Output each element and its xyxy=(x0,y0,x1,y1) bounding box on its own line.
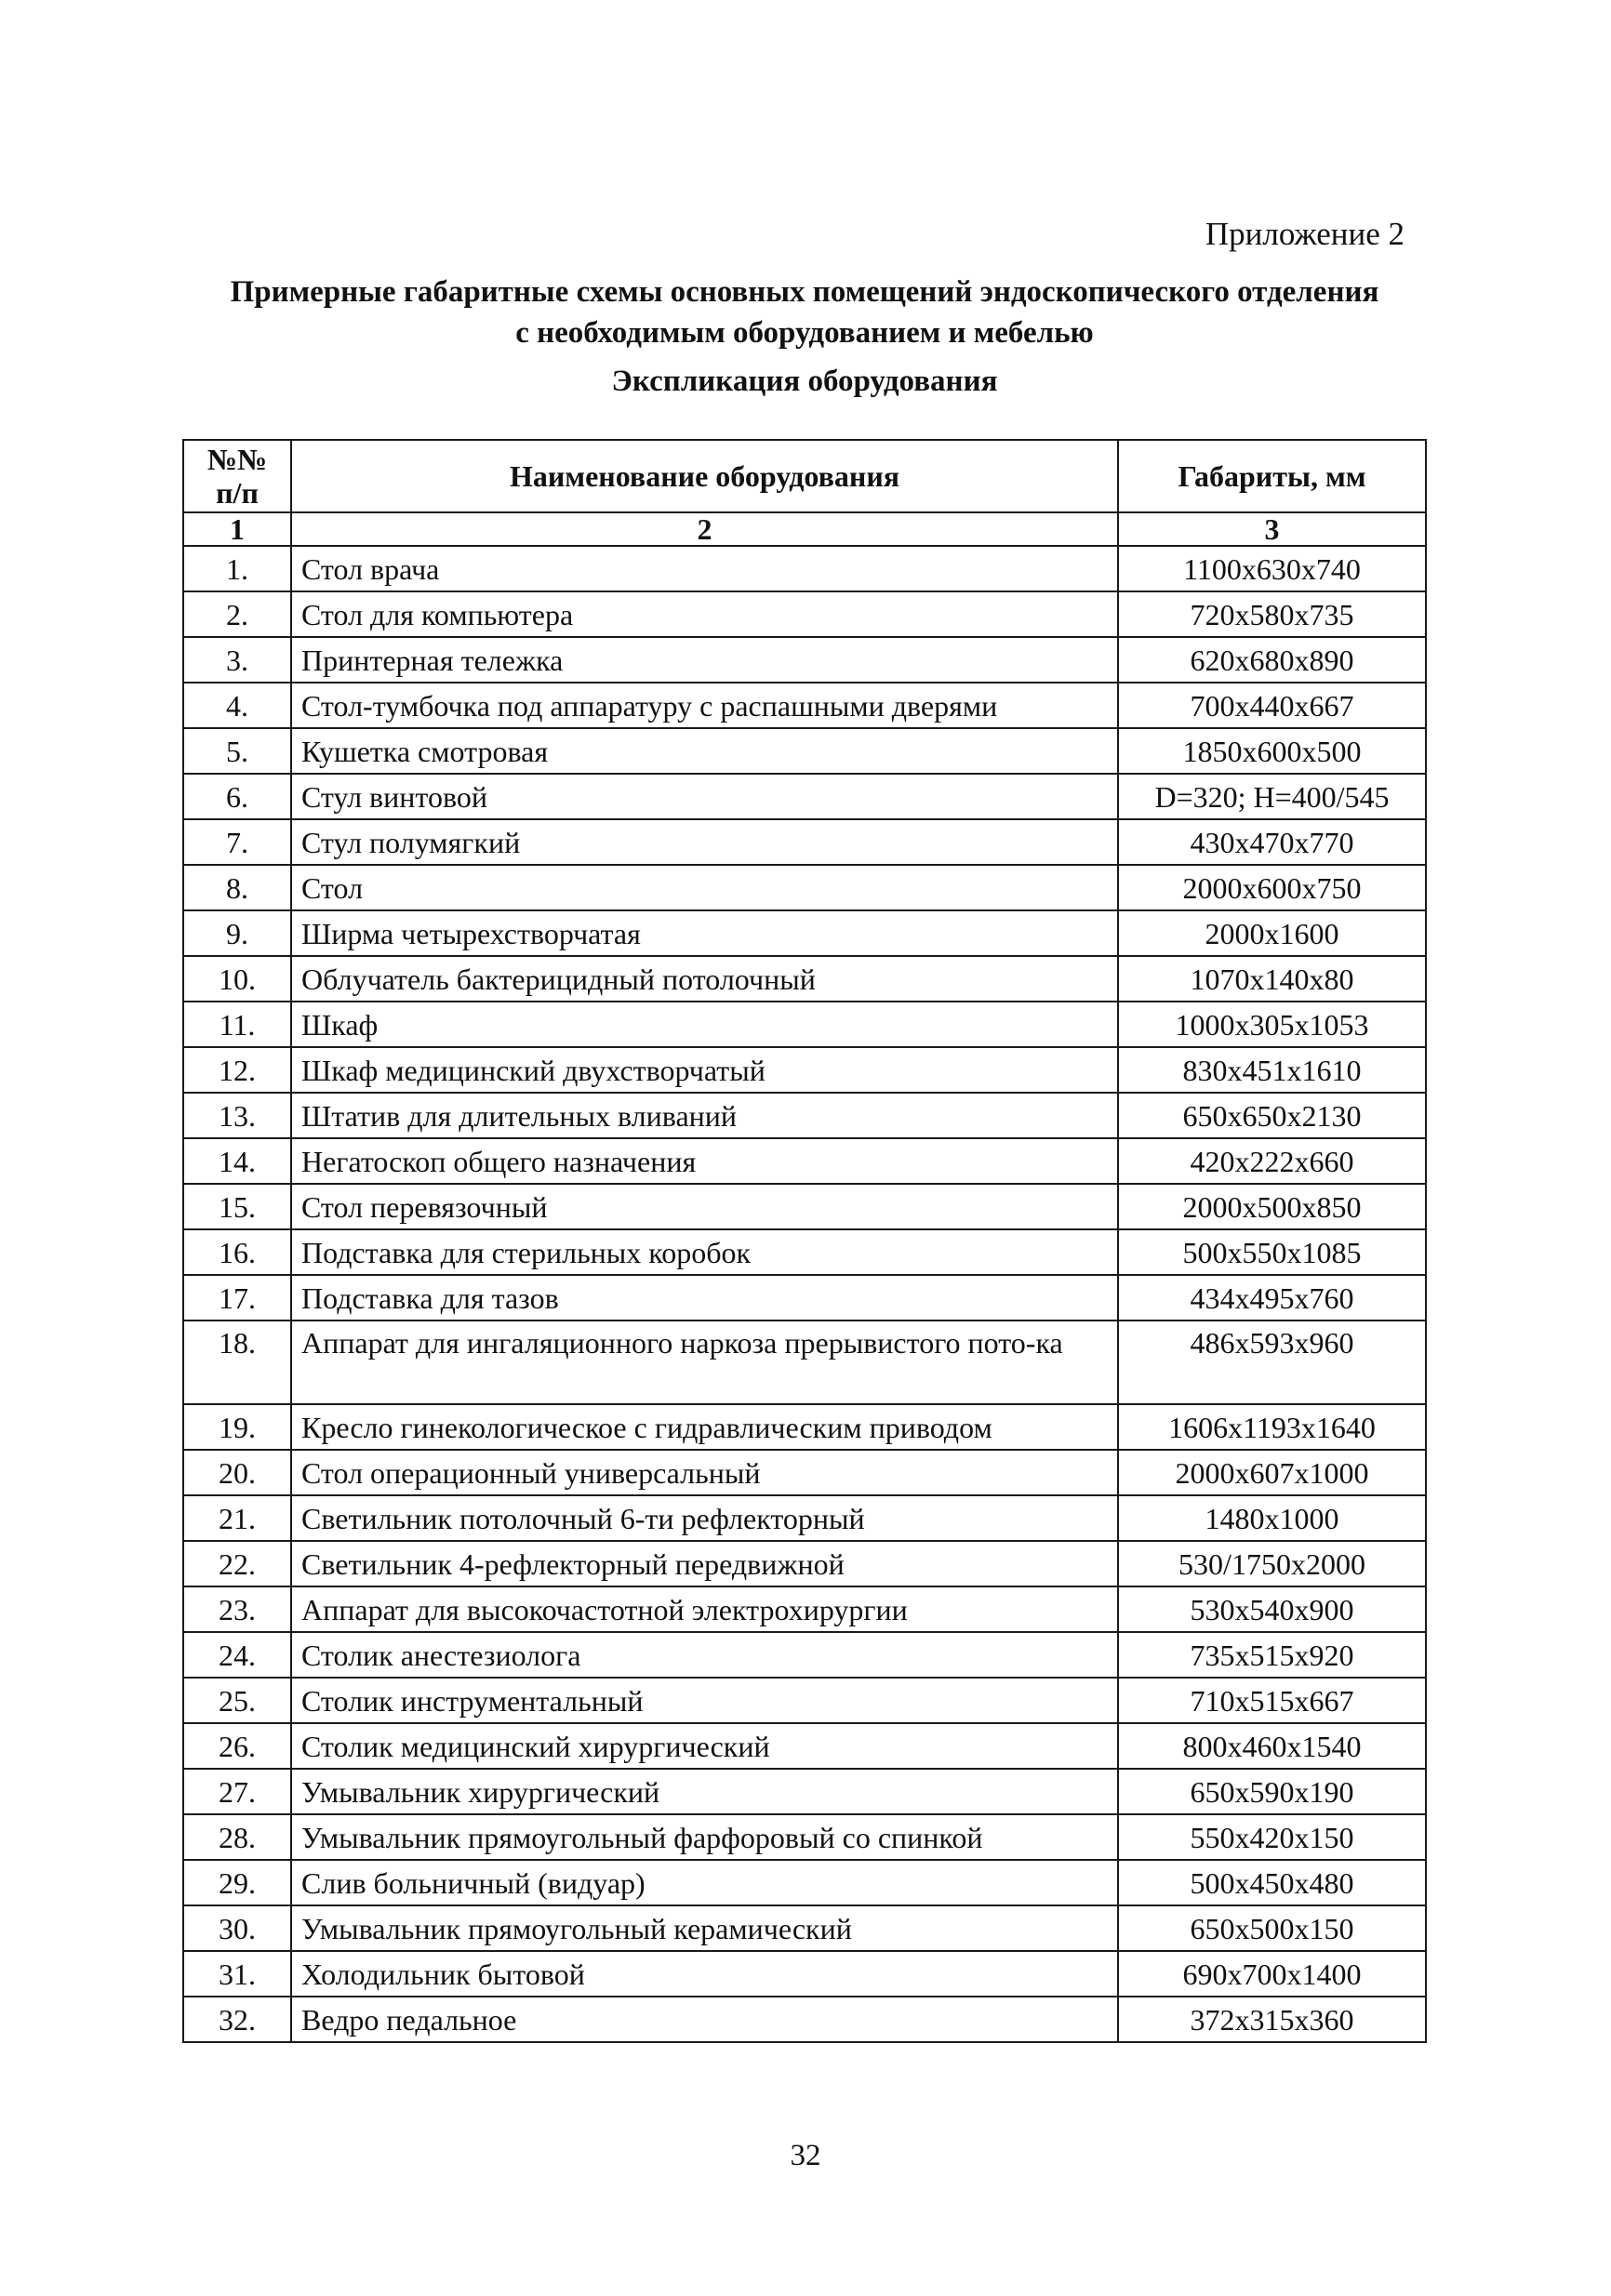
equipment-name: Облучатель бактерицидный потолочный xyxy=(291,956,1118,1002)
equipment-dimensions: 434x495x760 xyxy=(1118,1275,1426,1321)
row-number: 31. xyxy=(183,1951,291,1997)
title-line-2: с необходимым оборудованием и мебелью xyxy=(515,316,1094,350)
header-name: Наименование оборудования xyxy=(291,440,1118,512)
equipment-name: Слив больничный (видуар) xyxy=(291,1860,1118,1905)
row-number: 26. xyxy=(183,1723,291,1769)
equipment-dimensions: 800x460x1540 xyxy=(1118,1723,1426,1769)
equipment-dimensions: 530x540x900 xyxy=(1118,1586,1426,1632)
row-number: 21. xyxy=(183,1495,291,1541)
equipment-dimensions: 530/1750x2000 xyxy=(1118,1541,1426,1586)
table-row xyxy=(183,956,1426,1002)
row-number: 18. xyxy=(183,1321,291,1404)
row-number: 28. xyxy=(183,1814,291,1860)
equipment-dimensions: 2000x500x850 xyxy=(1118,1184,1426,1229)
table-header-row xyxy=(183,440,1426,512)
equipment-name: Ширма четырехстворчатая xyxy=(291,910,1118,956)
row-number: 29. xyxy=(183,1860,291,1905)
equipment-dimensions: 420x222x660 xyxy=(1118,1138,1426,1184)
table-row xyxy=(183,774,1426,819)
table-row xyxy=(183,546,1426,591)
equipment-dimensions: 372x315x360 xyxy=(1118,1997,1426,2042)
row-number: 2. xyxy=(183,591,291,637)
table-row xyxy=(183,1138,1426,1184)
equipment-name: Кушетка смотровая xyxy=(291,728,1118,774)
table-row xyxy=(183,1404,1426,1450)
row-number: 1. xyxy=(183,546,291,591)
equipment-name: Принтерная тележка xyxy=(291,637,1118,683)
equipment-dimensions: 1100x630x740 xyxy=(1118,546,1426,591)
row-number: 6. xyxy=(183,774,291,819)
equipment-name: Аппарат для ингаляционного наркоза прерывистого пото-ка xyxy=(291,1321,1118,1404)
equipment-name: Стол врача xyxy=(291,546,1118,591)
row-number: 24. xyxy=(183,1632,291,1678)
table-row xyxy=(183,1275,1426,1321)
row-number: 4. xyxy=(183,683,291,728)
column-number: 3 xyxy=(1118,512,1426,546)
equipment-dimensions: 720x580x735 xyxy=(1118,591,1426,637)
column-number: 2 xyxy=(291,512,1118,546)
equipment-dimensions: 650x500x150 xyxy=(1118,1905,1426,1951)
page-number: 32 xyxy=(790,2139,821,2172)
column-number-row xyxy=(183,512,1426,546)
equipment-name: Негатоскоп общего назначения xyxy=(291,1138,1118,1184)
equipment-name: Светильник 4-рефлекторный передвижной xyxy=(291,1541,1118,1586)
table-row xyxy=(183,1495,1426,1541)
header-number-line1: №№ xyxy=(206,443,268,476)
equipment-dimensions: 1000x305x1053 xyxy=(1118,1002,1426,1047)
table-row xyxy=(183,1814,1426,1860)
table-row xyxy=(183,1586,1426,1632)
equipment-name: Умывальник прямоугольный фарфоровый со спинкой xyxy=(291,1814,1118,1860)
row-number: 9. xyxy=(183,910,291,956)
equipment-name: Подставка для стерильных коробок xyxy=(291,1229,1118,1275)
row-number: 8. xyxy=(183,865,291,910)
equipment-name: Ведро педальное xyxy=(291,1997,1118,2042)
row-number: 30. xyxy=(183,1905,291,1951)
table-row xyxy=(183,1678,1426,1723)
row-number: 16. xyxy=(183,1229,291,1275)
table-row xyxy=(183,728,1426,774)
equipment-dimensions: 735x515x920 xyxy=(1118,1632,1426,1678)
equipment-dimensions: 2000x600x750 xyxy=(1118,865,1426,910)
equipment-dimensions: 650x590x190 xyxy=(1118,1769,1426,1814)
equipment-name: Стол xyxy=(291,865,1118,910)
equipment-dimensions: 550x420x150 xyxy=(1118,1814,1426,1860)
equipment-dimensions: 500x550x1085 xyxy=(1118,1229,1426,1275)
row-number: 19. xyxy=(183,1404,291,1450)
table-row xyxy=(183,1093,1426,1138)
equipment-dimensions: 2000x607x1000 xyxy=(1118,1450,1426,1495)
header-dimensions: Габариты, мм xyxy=(1118,440,1426,512)
equipment-table xyxy=(182,439,1427,2043)
column-number: 1 xyxy=(183,512,291,546)
equipment-name: Кресло гинекологическое с гидравлическим приводом xyxy=(291,1404,1118,1450)
equipment-dimensions: 700x440x667 xyxy=(1118,683,1426,728)
row-number: 3. xyxy=(183,637,291,683)
row-number: 27. xyxy=(183,1769,291,1814)
header-number xyxy=(183,440,291,512)
row-number: 10. xyxy=(183,956,291,1002)
equipment-dimensions: 650x650x2130 xyxy=(1118,1093,1426,1138)
appendix-label: Приложение 2 xyxy=(1205,216,1405,252)
equipment-dimensions: 430x470x770 xyxy=(1118,819,1426,865)
table-row xyxy=(183,1321,1426,1404)
equipment-name: Штатив для длительных вливаний xyxy=(291,1093,1118,1138)
equipment-name: Столик инструментальный xyxy=(291,1678,1118,1723)
equipment-name: Стул винтовой xyxy=(291,774,1118,819)
row-number: 11. xyxy=(183,1002,291,1047)
equipment-name: Столик медицинский хирургический xyxy=(291,1723,1118,1769)
table-row xyxy=(183,1769,1426,1814)
equipment-name: Стол перевязочный xyxy=(291,1184,1118,1229)
table-row xyxy=(183,910,1426,956)
row-number: 25. xyxy=(183,1678,291,1723)
table-row xyxy=(183,683,1426,728)
table-row xyxy=(183,1860,1426,1905)
table-row xyxy=(183,1951,1426,1997)
table-row xyxy=(183,1997,1426,2042)
equipment-dimensions: 1850x600x500 xyxy=(1118,728,1426,774)
equipment-dimensions: 2000x1600 xyxy=(1118,910,1426,956)
equipment-dimensions: 1606x1193x1640 xyxy=(1118,1404,1426,1450)
table-row xyxy=(183,1184,1426,1229)
equipment-name: Стол-тумбочка под аппаратуру с распашными дверями xyxy=(291,683,1118,728)
equipment-name: Умывальник прямоугольный керамический xyxy=(291,1905,1118,1951)
row-number: 14. xyxy=(183,1138,291,1184)
table-row xyxy=(183,1632,1426,1678)
table-row xyxy=(183,1047,1426,1093)
equipment-name: Шкаф xyxy=(291,1002,1118,1047)
header-number-line2: п/п xyxy=(216,476,259,510)
equipment-dimensions: 1070x140x80 xyxy=(1118,956,1426,1002)
row-number: 5. xyxy=(183,728,291,774)
table-row xyxy=(183,591,1426,637)
table-row xyxy=(183,1905,1426,1951)
row-number: 20. xyxy=(183,1450,291,1495)
table-row xyxy=(183,637,1426,683)
table-row xyxy=(183,819,1426,865)
table-row xyxy=(183,1229,1426,1275)
table-row xyxy=(183,865,1426,910)
equipment-dimensions: 620x680x890 xyxy=(1118,637,1426,683)
equipment-dimensions: D=320; H=400/545 xyxy=(1118,774,1426,819)
equipment-name: Светильник потолочный 6-ти рефлекторный xyxy=(291,1495,1118,1541)
table-row xyxy=(183,1723,1426,1769)
equipment-dimensions: 710x515x667 xyxy=(1118,1678,1426,1723)
document-title xyxy=(140,272,1470,353)
equipment-name: Аппарат для высокочастотной электрохирургии xyxy=(291,1586,1118,1632)
equipment-name: Умывальник хирургический xyxy=(291,1769,1118,1814)
row-number: 22. xyxy=(183,1541,291,1586)
row-number: 13. xyxy=(183,1093,291,1138)
row-number: 15. xyxy=(183,1184,291,1229)
equipment-dimensions: 486x593x960 xyxy=(1118,1321,1426,1404)
row-number: 7. xyxy=(183,819,291,865)
equipment-dimensions: 1480x1000 xyxy=(1118,1495,1426,1541)
equipment-dimensions: 500x450x480 xyxy=(1118,1860,1426,1905)
equipment-dimensions: 690x700x1400 xyxy=(1118,1951,1426,1997)
equipment-name: Столик анестезиолога xyxy=(291,1632,1118,1678)
row-number: 23. xyxy=(183,1586,291,1632)
table-caption: Экспликация оборудования xyxy=(611,365,998,398)
equipment-name: Холодильник бытовой xyxy=(291,1951,1118,1997)
row-number: 17. xyxy=(183,1275,291,1321)
table-row xyxy=(183,1450,1426,1495)
equipment-name: Стол для компьютера xyxy=(291,591,1118,637)
row-number: 12. xyxy=(183,1047,291,1093)
equipment-dimensions: 830x451x1610 xyxy=(1118,1047,1426,1093)
equipment-name: Стол операционный универсальный xyxy=(291,1450,1118,1495)
equipment-name: Шкаф медицинский двухстворчатый xyxy=(291,1047,1118,1093)
equipment-name: Подставка для тазов xyxy=(291,1275,1118,1321)
title-line-1: Примерные габаритные схемы основных помещений эндоскопического отделения xyxy=(230,275,1379,309)
row-number: 32. xyxy=(183,1997,291,2042)
table-row xyxy=(183,1541,1426,1586)
equipment-name: Стул полумягкий xyxy=(291,819,1118,865)
table-row xyxy=(183,1002,1426,1047)
